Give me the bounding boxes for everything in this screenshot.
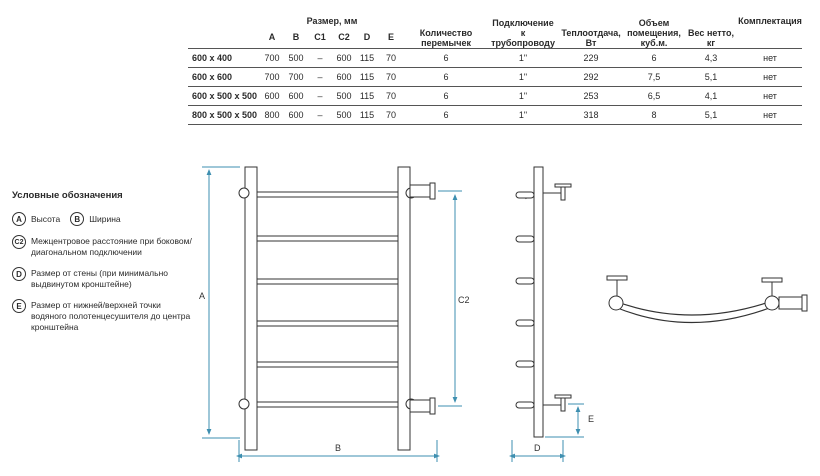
side-bar-end-6: [516, 402, 534, 408]
legend-a-badge: A: [12, 212, 26, 226]
cell-model: 600 х 500 х 500: [188, 87, 260, 106]
cell-bars: 6: [404, 68, 488, 87]
cell-e: 70: [378, 49, 404, 68]
side-view: [516, 167, 571, 437]
label-e: E: [588, 414, 595, 424]
top-view: [607, 276, 807, 323]
cell-volume: 6,5: [624, 87, 684, 106]
cell-heat: 318: [558, 106, 624, 125]
label-d: D: [534, 443, 541, 453]
cell-connection: 1": [488, 106, 558, 125]
cell-c1: –: [308, 87, 332, 106]
size-header: Размер, мм: [306, 16, 358, 26]
cell-heat: 292: [558, 68, 624, 87]
cell-b: 600: [284, 87, 308, 106]
side-bar-end-2: [516, 236, 534, 242]
side-bracket-top-cap: [555, 184, 571, 187]
col-c1-header: C1: [308, 26, 332, 49]
cell-c2: 500: [332, 87, 356, 106]
legend-title: Условные обозначения: [12, 190, 123, 201]
cell-weight: 5,1: [684, 68, 738, 87]
top-left-cap: [607, 276, 627, 280]
top-right-cap: [762, 278, 782, 282]
legend-e-badge: E: [12, 299, 26, 313]
cell-b: 700: [284, 68, 308, 87]
cell-weight: 4,3: [684, 49, 738, 68]
cell-volume: 6: [624, 49, 684, 68]
cell-b: 600: [284, 106, 308, 125]
col-c2-header: C2: [332, 26, 356, 49]
crossbar-4: [257, 321, 398, 326]
col-weight-header: Вес нетто, кг: [684, 12, 738, 49]
top-curve-outer: [612, 300, 775, 315]
cell-heat: 229: [558, 49, 624, 68]
front-view: [239, 167, 435, 450]
cell-e: 70: [378, 106, 404, 125]
cell-c2: 600: [332, 49, 356, 68]
cell-a: 700: [260, 68, 284, 87]
front-fitting-bl: [239, 399, 249, 409]
side-bar-end-4: [516, 320, 534, 326]
cell-weight: 4,1: [684, 87, 738, 106]
cell-c1: –: [308, 49, 332, 68]
crossbar-2: [257, 236, 398, 241]
side-bracket-top-plate: [561, 187, 565, 200]
cell-connection: 1": [488, 68, 558, 87]
cell-e: 70: [378, 68, 404, 87]
cell-model: 800 х 500 х 500: [188, 106, 260, 125]
cell-c2: 600: [332, 68, 356, 87]
cell-e: 70: [378, 87, 404, 106]
cell-c1: –: [308, 106, 332, 125]
label-a: A: [199, 291, 206, 301]
col-heat-header: Теплоотдача, Вт: [558, 12, 624, 49]
top-nozzle: [779, 297, 805, 309]
side-bracket-bottom-plate: [561, 398, 565, 411]
cell-d: 115: [356, 68, 378, 87]
col-d-header: D: [356, 26, 378, 49]
col-kit-header: Комплектация: [738, 12, 802, 49]
side-bar-end-5: [516, 361, 534, 367]
col-bars-header: Количество перемычек: [404, 12, 488, 49]
cell-bars: 6: [404, 87, 488, 106]
cell-kit: нет: [738, 87, 802, 106]
legend-e-text: Размер от нижней/верхней точки водяного полотенцесушителя до центра кронштейна: [31, 300, 191, 332]
col-volume-header: Объем помещения, куб.м.: [624, 12, 684, 49]
top-right-fitting: [765, 296, 779, 310]
col-connection-header: Подключение к трубопроводу: [488, 12, 558, 49]
cell-connection: 1": [488, 87, 558, 106]
legend-b-badge: B: [70, 212, 84, 226]
crossbar-3: [257, 279, 398, 284]
front-nozzle-top-cap: [430, 183, 435, 199]
cell-weight: 5,1: [684, 106, 738, 125]
label-c2: C2: [458, 295, 470, 305]
cell-heat: 253: [558, 87, 624, 106]
crossbar-6: [257, 402, 398, 407]
cell-kit: нет: [738, 49, 802, 68]
crossbar-1: [257, 192, 398, 197]
legend-c2-text: Межцентровое расстояние при боковом/диагональном подключении: [31, 236, 192, 257]
legend-b-text: Ширина: [89, 213, 121, 224]
cell-c2: 500: [332, 106, 356, 125]
cell-d: 115: [356, 87, 378, 106]
cell-d: 115: [356, 49, 378, 68]
cell-c1: –: [308, 68, 332, 87]
cell-volume: 7,5: [624, 68, 684, 87]
legend-d-text: Размер от стены (при минимально выдвинутом кронштейне): [31, 268, 168, 289]
cell-a: 600: [260, 87, 284, 106]
cell-kit: нет: [738, 68, 802, 87]
top-left-fitting: [609, 296, 623, 310]
col-e-header: E: [378, 26, 404, 49]
front-nozzle-bottom-cap: [430, 398, 435, 414]
legend-a-text: Высота: [31, 213, 61, 224]
side-bar-end-1: [516, 192, 534, 198]
dimension-a: [202, 167, 240, 438]
cell-volume: 8: [624, 106, 684, 125]
cell-connection: 1": [488, 49, 558, 68]
crossbar-5: [257, 362, 398, 367]
legend-c2-badge: C2: [12, 235, 26, 249]
top-nozzle-cap: [802, 295, 807, 311]
cell-a: 700: [260, 49, 284, 68]
cell-d: 115: [356, 106, 378, 125]
cell-bars: 6: [404, 106, 488, 125]
side-bar-end-3: [516, 278, 534, 284]
col-a-header: A: [260, 26, 284, 49]
cell-model: 600 х 400: [188, 49, 260, 68]
cell-b: 500: [284, 49, 308, 68]
front-crossbars: [257, 192, 398, 407]
cell-model: 600 х 600: [188, 68, 260, 87]
label-b: B: [335, 443, 342, 453]
cell-bars: 6: [404, 49, 488, 68]
front-fitting-tl: [239, 188, 249, 198]
legend-d-badge: D: [12, 267, 26, 281]
col-b-header: B: [284, 26, 308, 49]
side-rail: [534, 167, 543, 437]
side-bracket-bottom-cap: [555, 395, 571, 398]
cell-kit: нет: [738, 106, 802, 125]
cell-a: 800: [260, 106, 284, 125]
